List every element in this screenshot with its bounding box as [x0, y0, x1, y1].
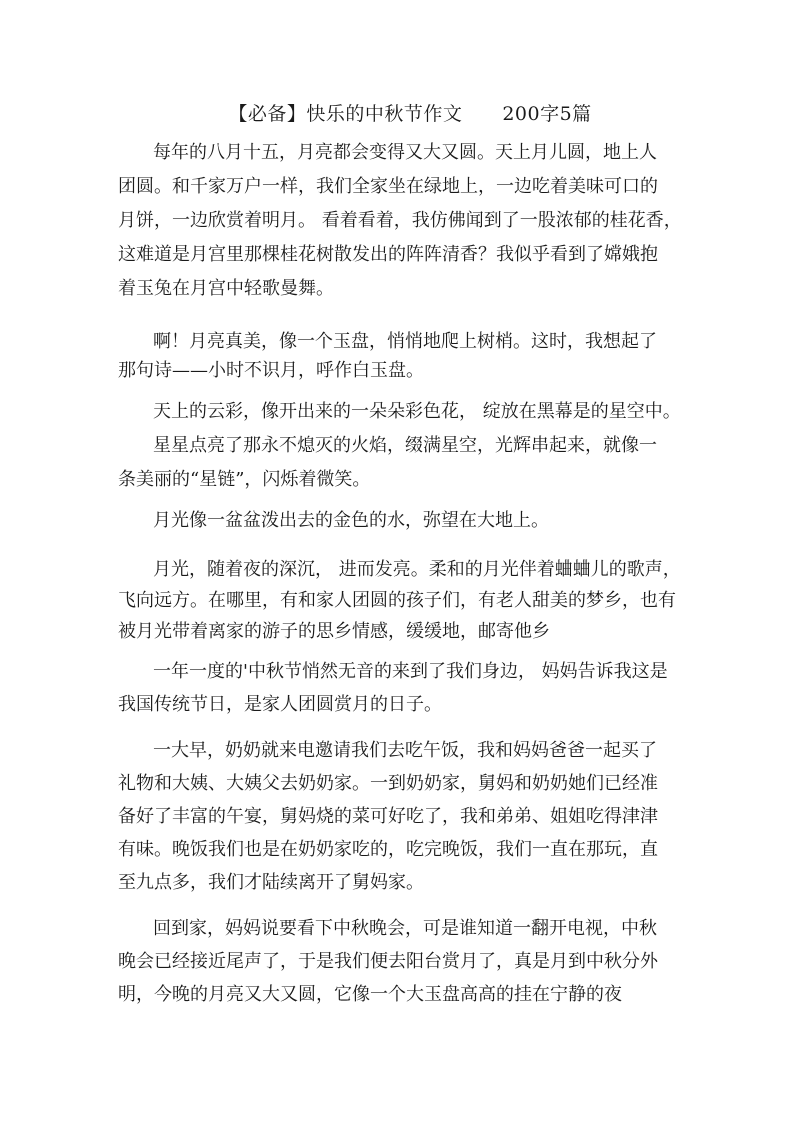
paragraph-4-line-1: 星星点亮了那永不熄灭的火焰，缀满星空，光辉串起来，就像一 — [153, 435, 657, 456]
paragraph-2-line-2: 那句诗——小时不识月，呼作白玉盘。 — [118, 360, 424, 381]
paragraph-8-line-1: 一大早，奶奶就来电邀请我们去吃午饭，我和妈妈爸爸一起买了 — [153, 740, 657, 761]
paragraph-1-line-2: 团圆。和千家万户一样，我们全家坐在绿地上，一边吃着美味可口的 — [118, 176, 658, 197]
paragraph-1-line-1: 每年的八月十五，月亮都会变得又大又圆。天上月儿圆，地上人 — [153, 142, 657, 163]
paragraph-6-line-2: 飞向远方。在哪里，有和家人团圆的孩子们，有老人甜美的梦乡，也有 — [118, 590, 676, 611]
paragraph-1-line-5: 着玉兔在月宫中轻歌曼舞。 — [118, 278, 334, 299]
paragraph-9-line-2: 晚会已经接近尾声了，于是我们便去阳台赏月了，真是月到中秋分外 — [118, 951, 658, 972]
paragraph-9-line-1: 回到家，妈妈说要看下中秋晚会，可是谁知道一翻开电视，中秋 — [153, 918, 657, 939]
paragraph-8-line-3: 备好了丰富的午宴，舅妈烧的菜可好吃了，我和弟弟、姐姐吃得津津 — [118, 806, 658, 827]
paragraph-6-line-3: 被月光带着离家的游子的思乡情感，缓缓地，邮寄他乡 — [118, 621, 550, 642]
title-suffix: 200字5篇 — [502, 103, 592, 125]
paragraph-7-line-2: 我国传统节日，是家人团圆赏月的日子。 — [118, 694, 442, 715]
paragraph-5-line-1: 月光像一盆盆泼出去的金色的水，弥望在大地上。 — [153, 510, 549, 531]
paragraph-1-line-4: 这难道是月宫里那棵桂花树散发出的阵阵清香？我似乎看到了嫦娥抱 — [118, 244, 658, 265]
paragraph-1-line-3: 月饼，一边欣赏着明月。 看着看着，我仿佛闻到了一股浓郁的桂花香， — [118, 210, 682, 231]
title-main: 【必备】快乐的中秋节作文 — [228, 103, 463, 125]
paragraph-8-line-5: 至九点多，我们才陆续离开了舅妈家。 — [118, 872, 424, 893]
paragraph-8-line-2: 礼物和大姨、大姨父去奶奶家。一到奶奶家，舅妈和奶奶她们已经准 — [118, 773, 658, 794]
document-title — [0, 99, 800, 129]
paragraph-9-line-3: 明，今晚的月亮又大又圆，它像一个大玉盘高高的挂在宁静的夜 — [118, 984, 622, 1005]
paragraph-6-line-1: 月光，随着夜的深沉， 进而发亮。柔和的月光伴着蛐蛐儿的歌声， — [153, 559, 681, 580]
paragraph-3-line-1: 天上的云彩，像开出来的一朵朵彩色花， 绽放在黑幕是的星空中。 — [153, 401, 681, 422]
paragraph-2-line-1: 啊！月亮真美，像一个玉盘，悄悄地爬上树梢。这时，我想起了 — [153, 331, 657, 352]
paragraph-7-line-1: 一年一度的'中秋节悄然无音的来到了我们身边， 妈妈告诉我这是 — [153, 661, 668, 682]
paragraph-8-line-4: 有味。晚饭我们也是在奶奶家吃的，吃完晚饭，我们一直在那玩，直 — [118, 839, 658, 860]
paragraph-4-line-2: 条美丽的“星链”，闪烁着微笑。 — [118, 469, 371, 490]
